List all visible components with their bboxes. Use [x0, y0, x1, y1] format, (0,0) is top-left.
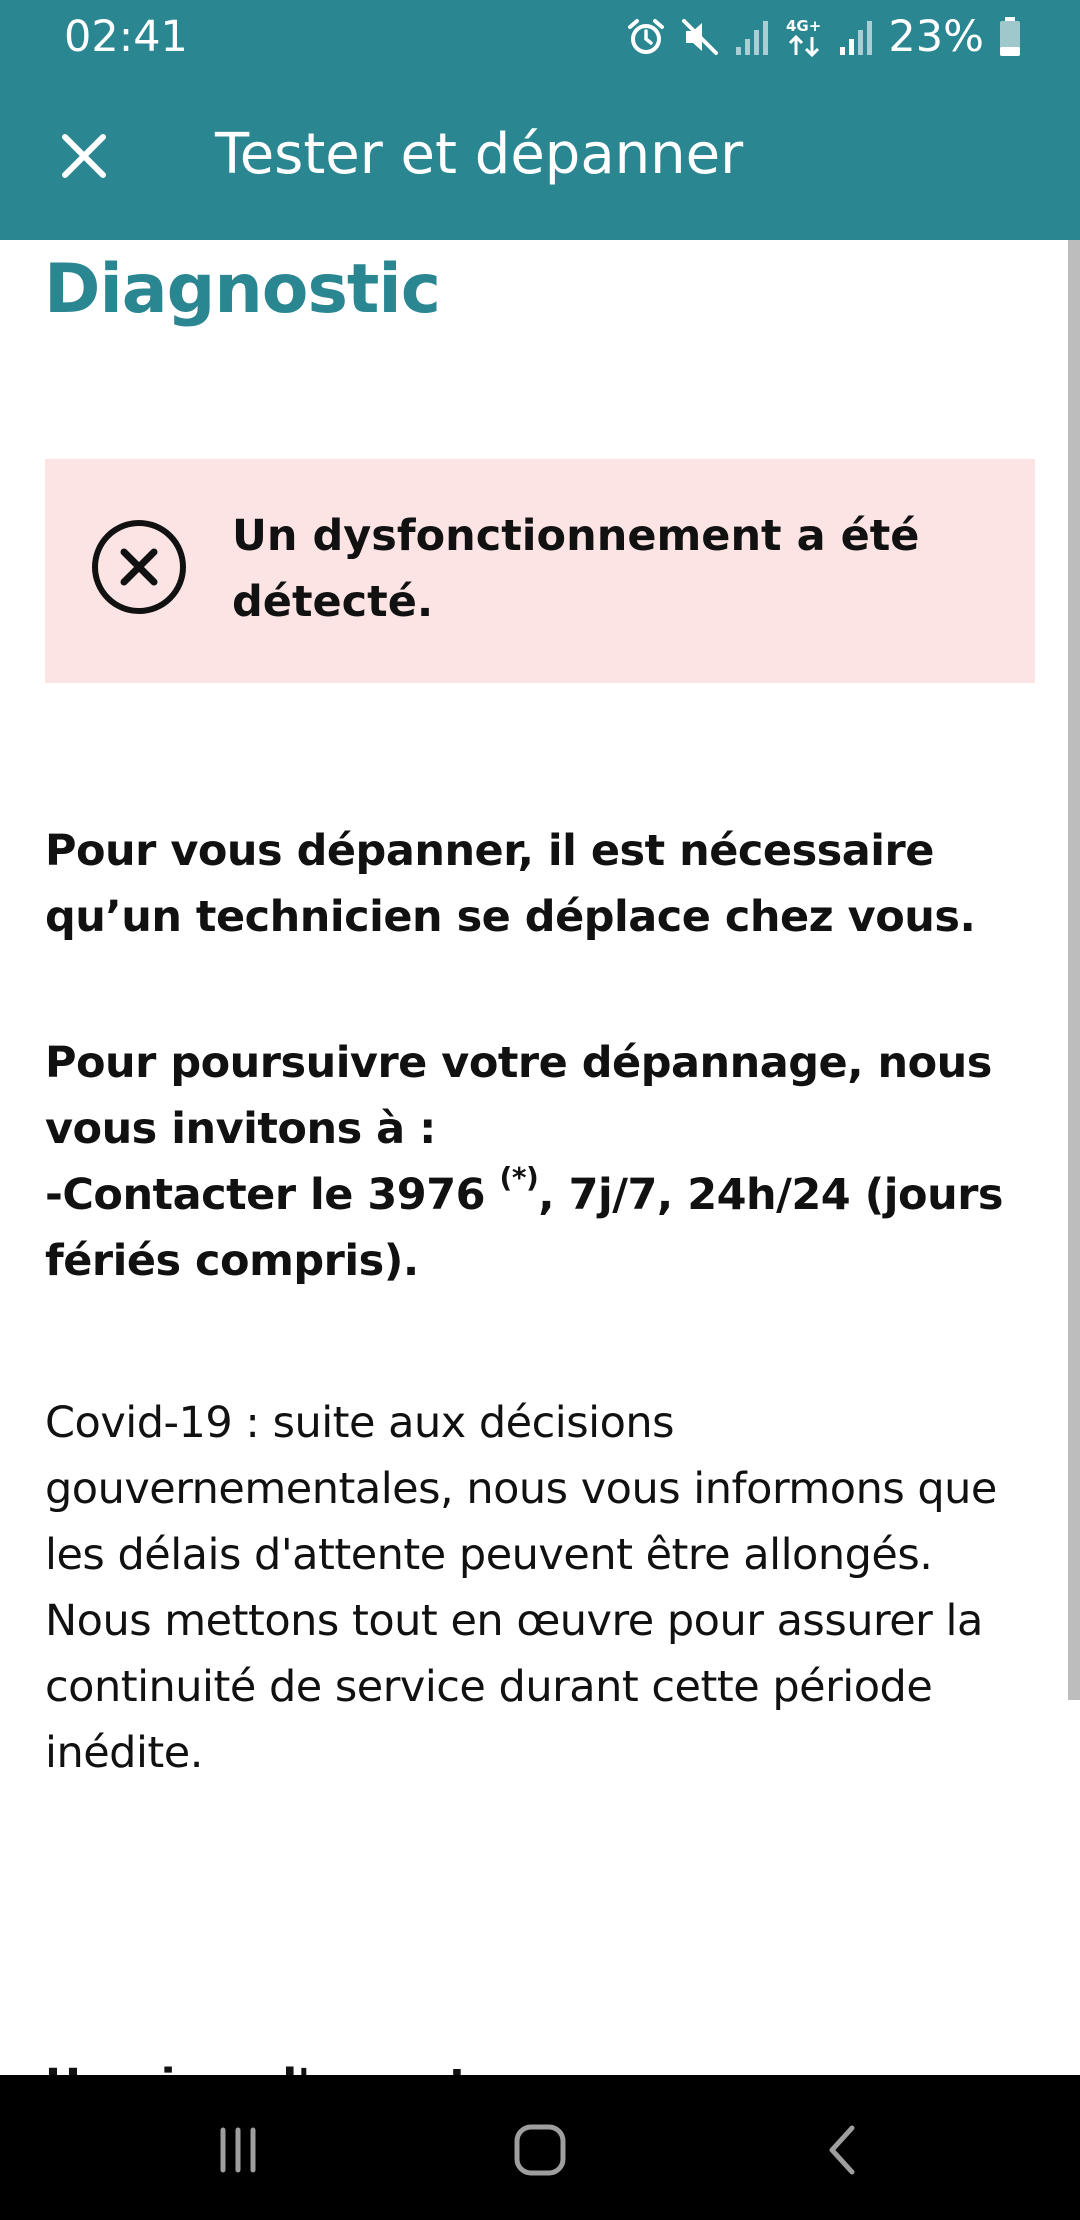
- technician-paragraph: Pour vous dépanner, il est nécessaire qu’un technicien se déplace chez vous.: [45, 826, 976, 942]
- error-alert: [45, 459, 1035, 683]
- scrollbar[interactable]: [1068, 240, 1080, 1700]
- battery-icon: [998, 16, 1022, 58]
- status-time: 02:41: [64, 12, 188, 62]
- instructions-intro: Pour poursuivre votre dépannage, nous vous invitons à :: [45, 1038, 992, 1154]
- page-title: Diagnostic: [44, 250, 441, 329]
- contact-line-start: -Contacter le 3976: [45, 1170, 500, 1220]
- recent-apps-button[interactable]: [193, 2105, 283, 2195]
- mute-icon: [680, 17, 720, 57]
- close-icon: [61, 133, 107, 179]
- status-icons: [626, 10, 1022, 64]
- 4g-icon: [784, 15, 824, 59]
- alert-message: Un dysfonctionnement a été détecté.: [232, 511, 920, 627]
- recent-apps-icon: [213, 2125, 263, 2175]
- covid-notice: Covid-19 : suite aux décisions gouvernementales, nous vous informons que les délais d'attente peuvent être allongés. Nous mettons tout en œuvre pour assurer la continuité de service durant cette période inédite.: [45, 1398, 997, 1778]
- home-icon: [512, 2122, 568, 2178]
- back-icon: [822, 2122, 862, 2178]
- footnote-marker: (*): [499, 1161, 539, 1194]
- alarm-icon: [626, 17, 666, 57]
- svg-text:4G+: 4G+: [786, 17, 822, 35]
- app-header: [0, 0, 1080, 240]
- home-button[interactable]: [495, 2105, 585, 2195]
- system-nav-bar: [0, 2075, 1080, 2220]
- instructions-paragraph: [45, 1030, 1045, 1294]
- content-area[interactable]: [0, 240, 1068, 2075]
- back-button[interactable]: [797, 2105, 887, 2195]
- signal-icon: [838, 17, 874, 57]
- signal-icon: [734, 17, 770, 57]
- header-title: Tester et dépanner: [215, 122, 744, 187]
- battery-percentage: 23%: [888, 12, 984, 62]
- status-bar: [0, 0, 1080, 72]
- error-circle-icon: [89, 517, 189, 617]
- contact-line-end: , 7j/7, 24h/24 (jours fériés compris).: [45, 1170, 1004, 1286]
- close-button[interactable]: [48, 120, 120, 192]
